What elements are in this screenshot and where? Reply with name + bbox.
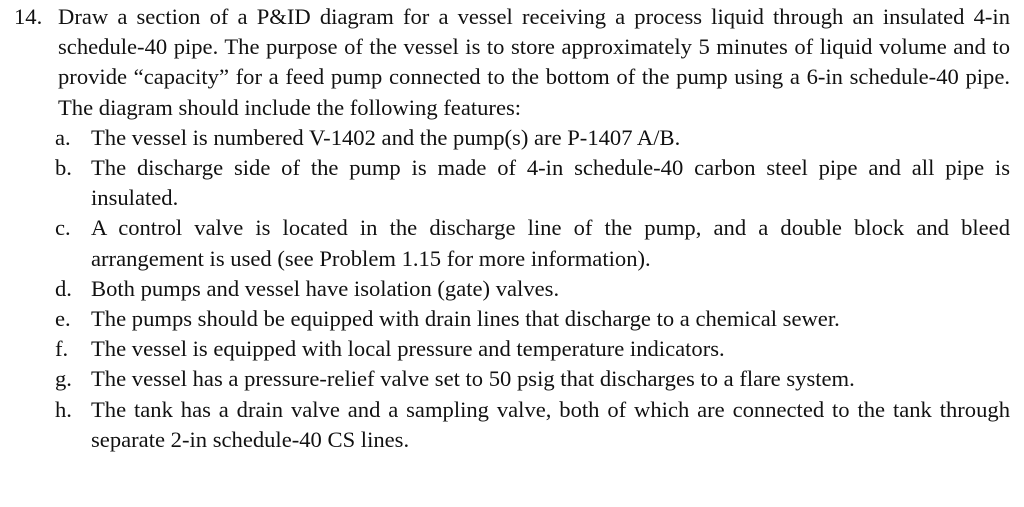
feature-item-a bbox=[55, 123, 1010, 153]
feature-text: The vessel is numbered V-1402 and the pump(s) are P-1407 A/B. bbox=[91, 124, 681, 150]
feature-letter: h. bbox=[55, 396, 72, 422]
feature-item-e bbox=[55, 304, 1010, 334]
feature-item-f bbox=[55, 334, 1010, 364]
feature-letter: a. bbox=[55, 124, 71, 150]
feature-text: The discharge side of the pump is made of 4-in schedule-40 carbon steel pipe and all pipe is insulated. bbox=[91, 155, 1010, 211]
feature-letter: b. bbox=[55, 155, 72, 181]
feature-text: The vessel has a pressure-relief valve set to 50 psig that discharges to a flare system. bbox=[91, 366, 855, 392]
feature-letter: c. bbox=[55, 215, 71, 241]
feature-text: The tank has a drain valve and a sampling valve, both of which are connected to the tank through separate 2-in schedule-40 CS lines. bbox=[91, 396, 1010, 452]
problem-statement bbox=[14, 2, 1010, 123]
problem-14 bbox=[14, 2, 1010, 455]
feature-text: Both pumps and vessel have isolation (gate) valves. bbox=[91, 275, 560, 301]
feature-letter: e. bbox=[55, 306, 71, 332]
feature-item-c bbox=[55, 213, 1010, 273]
feature-item-g bbox=[55, 364, 1010, 394]
feature-item-h bbox=[55, 395, 1010, 455]
feature-letter: d. bbox=[55, 275, 72, 301]
problem-text: Draw a section of a P&ID diagram for a vessel receiving a process liquid through an insulated 4-in schedule-40 pipe. The purpose of the vessel is to store approximately 5 minutes of liquid volume and to provide “capacity” for a feed pump connected to the bottom of the pump using a 6-in schedule-40 pipe. The diagram should include the following features: bbox=[58, 4, 1010, 120]
feature-letter: g. bbox=[55, 366, 72, 392]
feature-text: The vessel is equipped with local pressure and temperature indicators. bbox=[91, 336, 725, 362]
feature-list bbox=[14, 123, 1010, 455]
feature-item-d bbox=[55, 274, 1010, 304]
problem-number: 14. bbox=[14, 4, 43, 29]
feature-letter: f. bbox=[55, 336, 69, 362]
feature-item-b bbox=[55, 153, 1010, 213]
feature-text: A control valve is located in the discharge line of the pump, and a double block and bleed arrangement is used (see Problem 1.15 for more information). bbox=[91, 215, 1010, 271]
feature-text: The pumps should be equipped with drain lines that discharge to a chemical sewer. bbox=[91, 306, 840, 332]
